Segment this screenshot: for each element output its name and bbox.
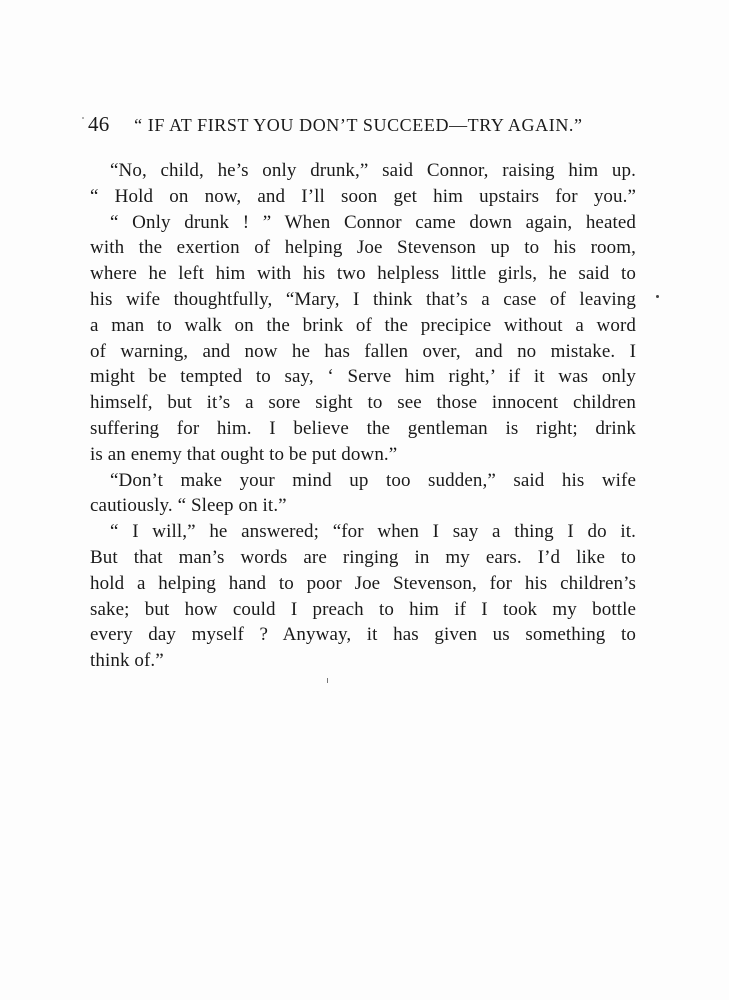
text-line: a man to walk on the brink of the precipice without a word [90, 314, 636, 336]
text-line: of warning, and now he has fallen over, and no mistake. I [90, 340, 636, 362]
text-line: suffering for him. I believe the gentleman is right; drink [90, 417, 636, 439]
text-line: where he left him with his two helpless little girls, he said to [90, 263, 636, 285]
page-number: 46 [88, 112, 110, 136]
text-line: every day myself ? Anyway, it has given us something to [90, 624, 636, 646]
text-line: sake; but how could I preach to him if I took my bottle [90, 598, 636, 620]
text-line: “Don’t make your mind up too sudden,” said his wife [110, 469, 636, 491]
text-line: himself, but it’s a sore sight to see those innocent children [90, 392, 636, 414]
running-title: “ IF AT FIRST YOU DON’T SUCCEED—TRY AGAIN.” [134, 115, 583, 135]
ink-speck [327, 678, 328, 683]
running-head [88, 112, 648, 138]
text-line: hold a helping hand to poor Joe Stevenson, for his children’s [90, 572, 636, 594]
body-text [90, 158, 636, 674]
text-line: might be tempted to say, ‘ Serve him right,’ if it was only [90, 366, 636, 388]
ink-speck [656, 295, 659, 298]
text-line: “ Only drunk ! ” When Connor came down again, heated [110, 211, 636, 233]
text-line: cautiously. “ Sleep on it.” [90, 495, 287, 517]
text-line: his wife thoughtfully, “Mary, I think that’s a case of leaving [90, 288, 636, 310]
text-line: “ Hold on now, and I’ll soon get him upstairs for you.” [90, 185, 636, 207]
text-line: But that man’s words are ringing in my ears. I’d like to [90, 546, 636, 568]
text-line: with the exertion of helping Joe Stevenson up to his room, [90, 237, 636, 259]
ink-speck [82, 117, 84, 119]
text-line: is an enemy that ought to be put down.” [90, 443, 398, 465]
text-line: “No, child, he’s only drunk,” said Connor, raising him up. [110, 160, 636, 181]
text-line: think of.” [90, 650, 164, 672]
text-line: “ I will,” he answered; “for when I say a thing I do it. [110, 521, 636, 543]
